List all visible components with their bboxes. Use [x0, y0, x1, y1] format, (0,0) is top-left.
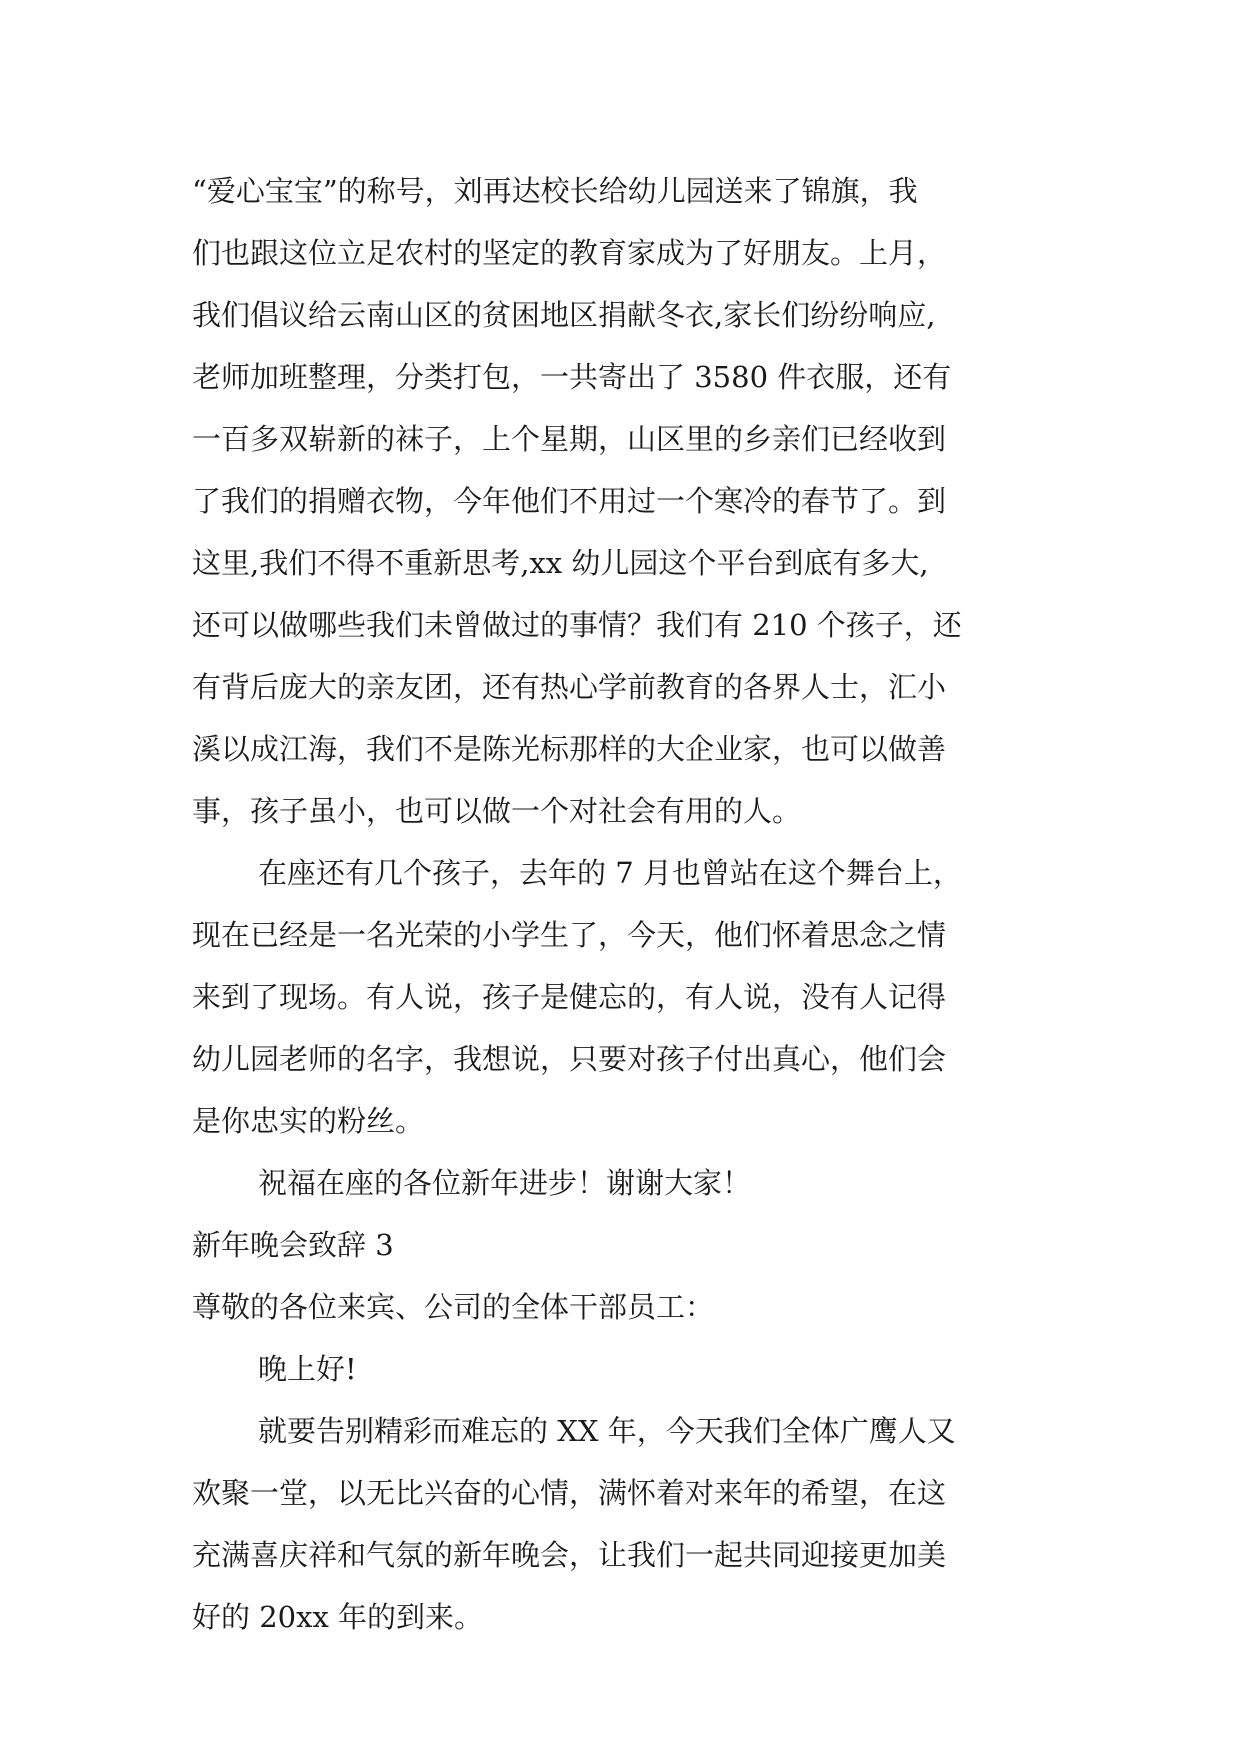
body-line: 来到了现场。有人说，孩子是健忘的，有人说，没有人记得	[192, 980, 947, 1014]
greeting: 晚上好!	[258, 1352, 357, 1386]
paragraph-first-line: 在座还有几个孩子，去年的 7 月也曾站在这个舞台上，	[258, 856, 962, 890]
salutation: 尊敬的各位来宾、公司的全体干部员工：	[192, 1290, 715, 1324]
body-line: 幼儿园老师的名字，我想说，只要对孩子付出真心，他们会	[192, 1042, 947, 1076]
body-line: 是你忠实的粉丝。	[192, 1104, 425, 1138]
body-line: 一百多双崭新的袜子，上个星期，山区里的乡亲们已经收到	[192, 422, 947, 456]
body-line: 我们倡议给云南山区的贫困地区捐献冬衣,家长们纷纷响应,	[192, 298, 936, 332]
body-line: 们也跟这位立足农村的坚定的教育家成为了好朋友。上月，	[192, 236, 947, 270]
closing-line: 祝福在座的各位新年进步！谢谢大家！	[258, 1166, 752, 1200]
document-body	[192, 160, 1092, 1648]
section-heading: 新年晚会致辞 3	[192, 1228, 394, 1262]
body-line: 有背后庞大的亲友团，还有热心学前教育的各界人士，汇小	[192, 670, 947, 704]
body-line: “爱心宝宝”的称号，刘再达校长给幼儿园送来了锦旗，我	[192, 174, 918, 208]
body-line: 了我们的捐赠衣物，今年他们不用过一个寒冷的春节了。到	[192, 484, 947, 518]
body-line: 好的 20xx 年的到来。	[192, 1600, 484, 1634]
paragraph-first-line: 就要告别精彩而难忘的 XX 年，今天我们全体广鹰人又	[258, 1414, 956, 1448]
body-line: 现在已经是一名光荣的小学生了，今天，他们怀着思念之情	[192, 918, 947, 952]
body-line: 还可以做哪些我们未曾做过的事情？我们有 210 个孩子，还	[192, 608, 962, 642]
body-line: 欢聚一堂，以无比兴奋的心情，满怀着对来年的希望，在这	[192, 1476, 947, 1510]
body-line: 这里,我们不得不重新思考,xx 幼儿园这个平台到底有多大,	[192, 546, 929, 580]
body-line: 事，孩子虽小，也可以做一个对社会有用的人。	[192, 794, 802, 828]
body-line: 充满喜庆祥和气氛的新年晚会，让我们一起共同迎接更加美	[192, 1538, 947, 1572]
body-line: 老师加班整理，分类打包，一共寄出了 3580 件衣服，还有	[192, 360, 952, 394]
body-line: 溪以成江海，我们不是陈光标那样的大企业家，也可以做善	[192, 732, 947, 766]
